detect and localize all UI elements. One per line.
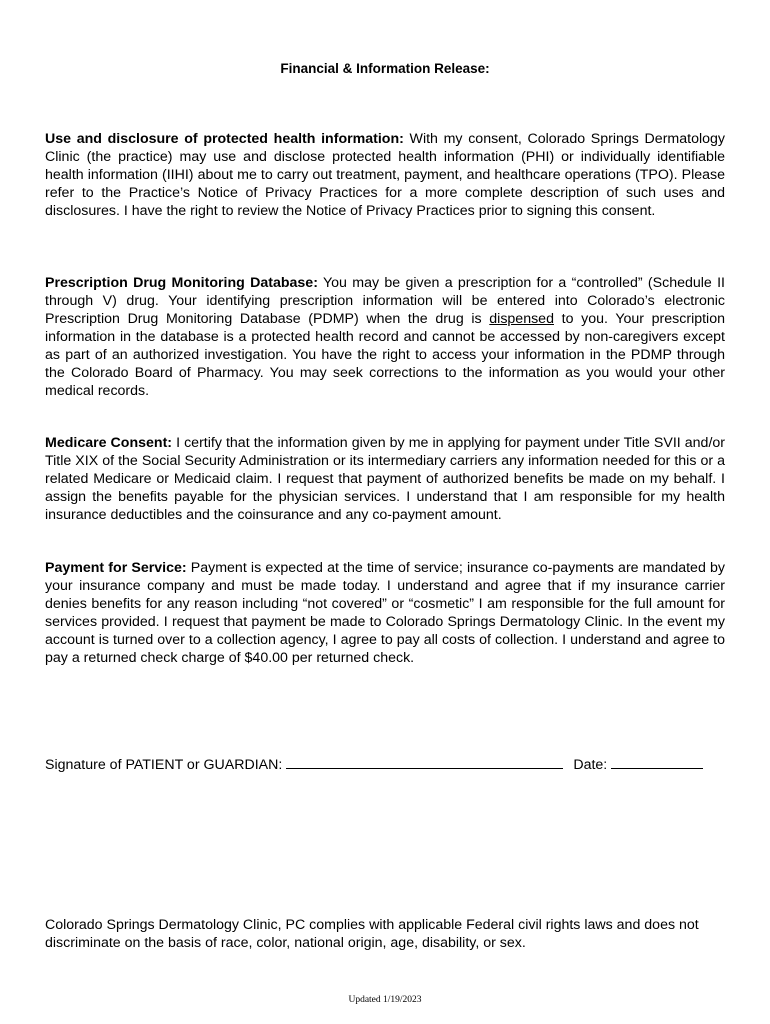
pdmp-heading: Prescription Drug Monitoring Database: bbox=[45, 275, 318, 291]
signature-label: Signature of PATIENT or GUARDIAN: bbox=[45, 757, 283, 773]
medicare-heading: Medicare Consent: bbox=[45, 435, 173, 451]
medicare-text: I certify that the information given by me in applying for payment under Title SVII and/or Title XIX of the Social Security Administration or its intermediary carriers any information needed for this or a related Medicare or Medicaid claim. I request that payment of authorized benefits be made on my behalf. I assign the benefits payable for the physician services. I understand that I am responsible for my health insurance deductibles and the coinsurance and any co-payment amount. bbox=[45, 435, 726, 523]
phi-text: With my consent, Colorado Springs Dermatology Clinic (the practice) may use and disclose protected health information (PHI) or individually identifiable health information (IIHI) about me to carry out treatment, payment, and healthcare operations (TPO). Please refer to the Practice’s Notice of Privacy Practices for a more complete description of such uses and disclosures. I have the right to review the Notice of Privacy Practices prior to signing this consent. bbox=[45, 131, 725, 219]
phi-heading: Use and disclosure of protected health information: bbox=[45, 131, 404, 147]
pdmp-text-after: to you. Your prescription information in the database is a protected health record and cannot be accessed by non-caregivers except as part of an authorized investigation. You have the right to access your information in the PDMP through the Colorado Board of Pharmacy. You may seek corrections to the information as you would your other medical records. bbox=[45, 311, 725, 399]
payment-paragraph bbox=[45, 559, 725, 667]
pdmp-paragraph bbox=[45, 274, 725, 400]
updated-date: Updated 1/19/2023 bbox=[348, 995, 422, 1005]
nondiscrimination-notice: Colorado Springs Dermatology Clinic, PC complies with applicable Federal civil rights laws and does not discriminate on the basis of race, color, national origin, age, disability, or sex. bbox=[45, 917, 699, 951]
payment-text: Payment is expected at the time of service; insurance co-payments are mandated by your insurance company and must be made today. I understand and agree that if my insurance carrier denies benefits for any reason including “not covered” or “cosmetic” I am responsible for the full amount for services provided. I request that payment be made to Colorado Springs Dermatology Clinic. In the event my account is turned over to a collection agency, I agree to pay all costs of collection. I understand and agree to pay a returned check charge of $40.00 per returned check. bbox=[45, 560, 725, 666]
date-field[interactable] bbox=[611, 755, 703, 769]
medicare-paragraph bbox=[45, 434, 725, 524]
pdmp-underlined-word: dispensed bbox=[489, 311, 554, 327]
pdmp-text-before: You may be given a prescription for a “controlled” (Schedule II through V) drug. Your identifying prescription information will be entered into Colorado’s electronic Prescription Drug Monitoring Database (PDMP) when the drug is bbox=[45, 275, 725, 327]
payment-heading: Payment for Service: bbox=[45, 560, 187, 576]
phi-paragraph bbox=[45, 130, 725, 220]
signature-row bbox=[45, 755, 725, 774]
signature-field[interactable] bbox=[286, 755, 563, 769]
document-title: Financial & Information Release: bbox=[280, 61, 490, 76]
date-label: Date: bbox=[573, 757, 608, 773]
